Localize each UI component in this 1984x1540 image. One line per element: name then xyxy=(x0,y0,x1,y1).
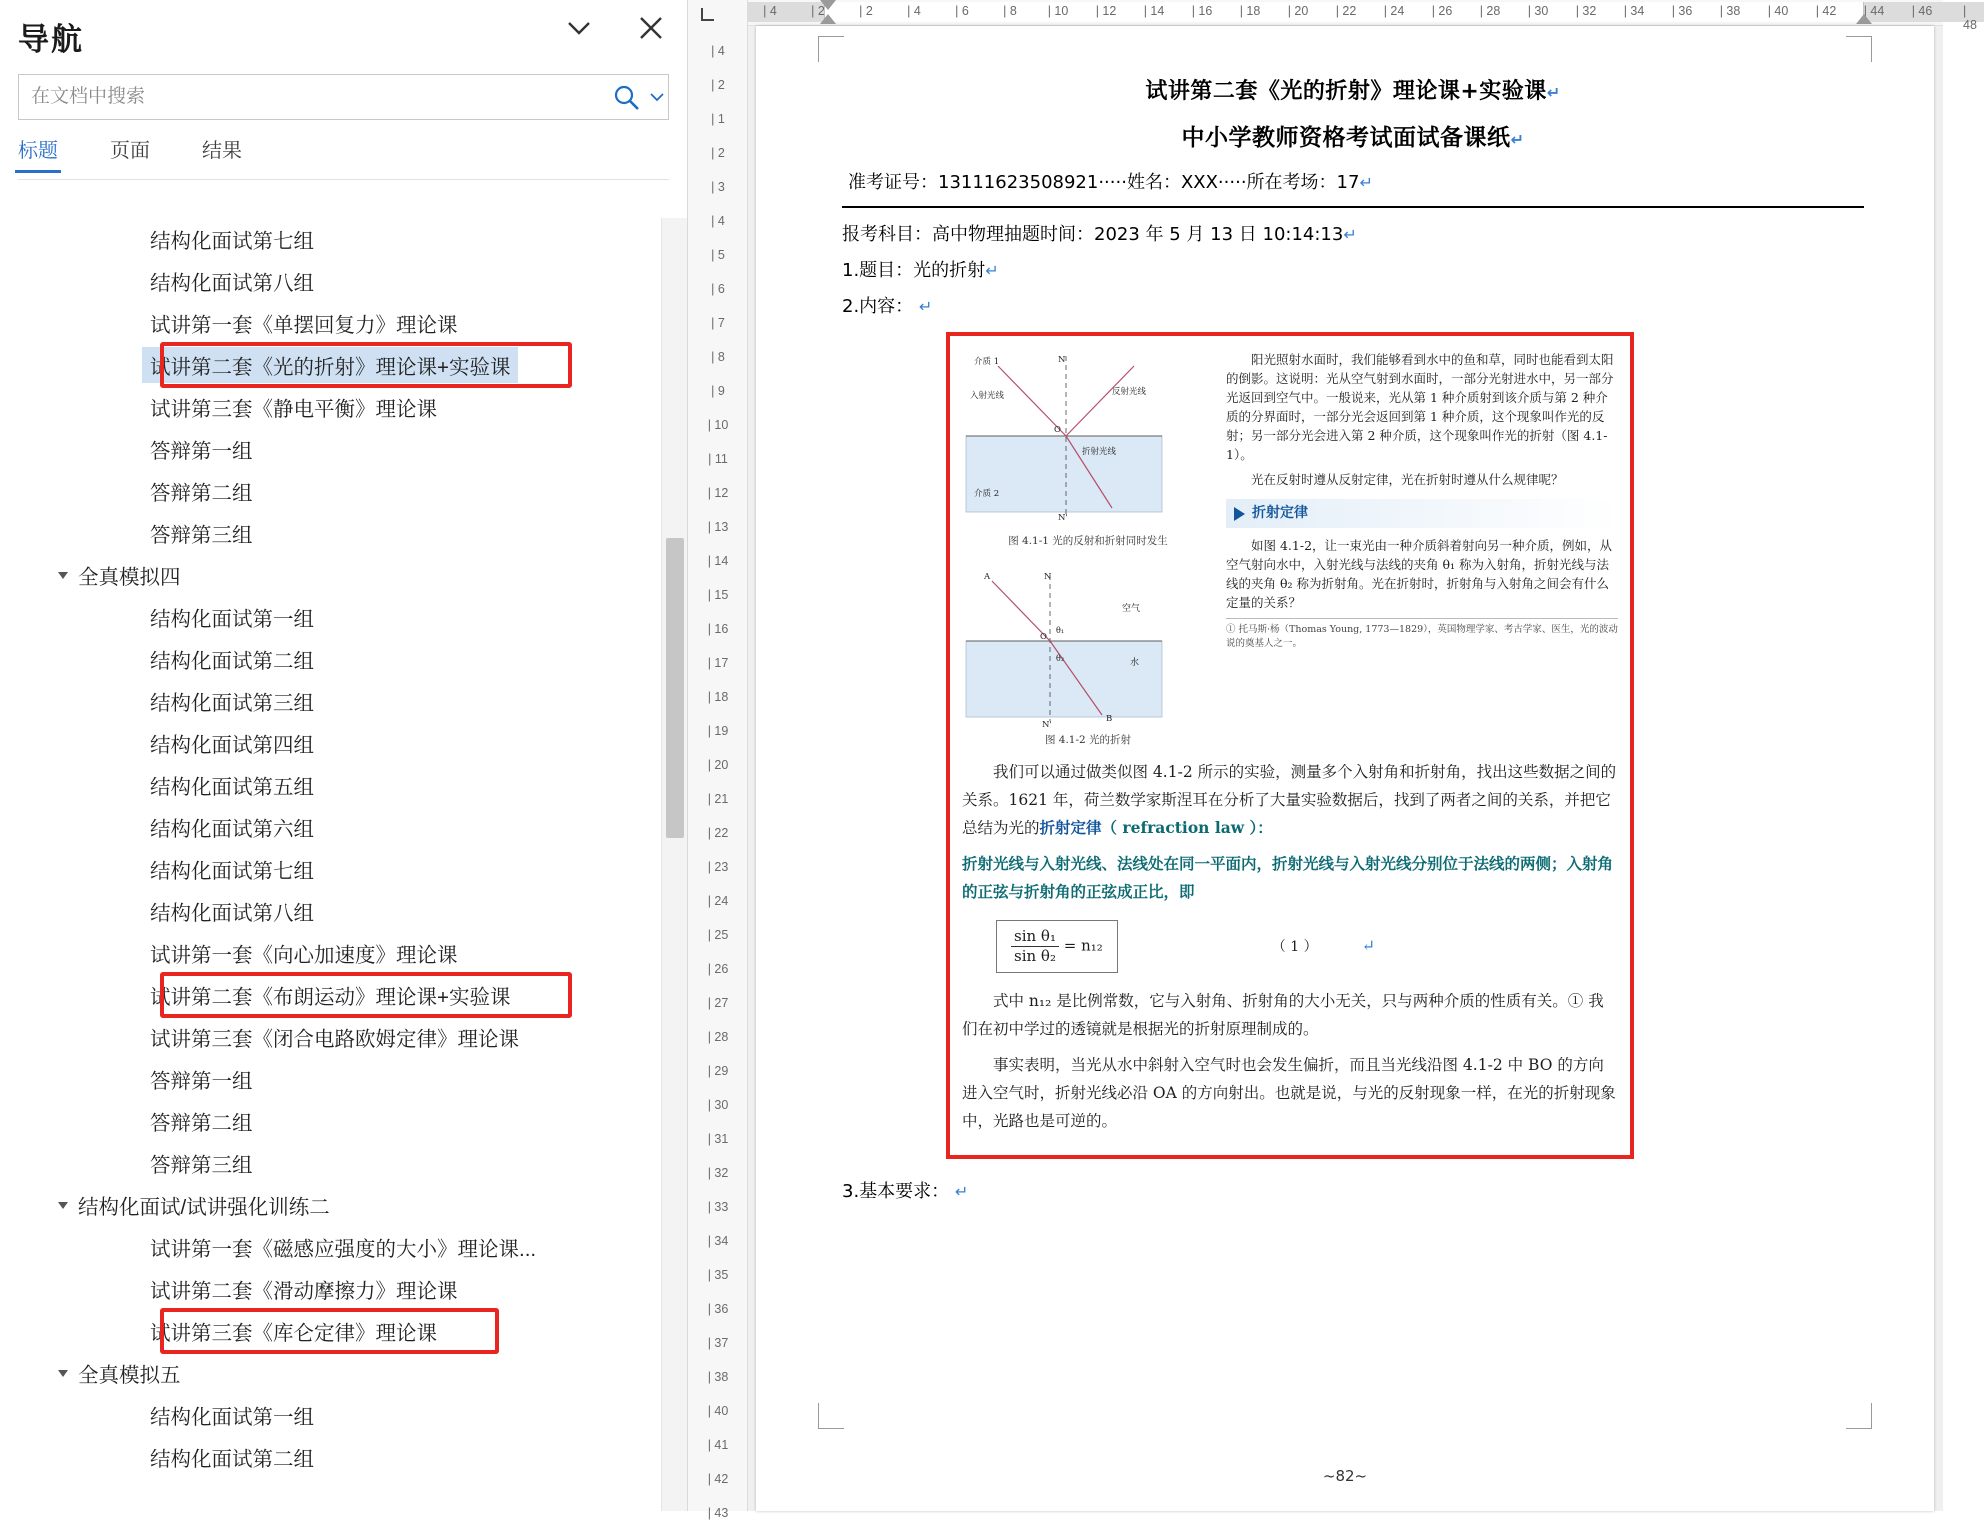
nav-item[interactable] xyxy=(0,1142,688,1184)
nav-item[interactable] xyxy=(0,1226,688,1268)
nav-item-label: 结构化面试第八组 xyxy=(150,902,314,925)
svg-text:入射光线: 入射光线 xyxy=(970,391,1005,401)
nav-item[interactable] xyxy=(0,1100,688,1142)
vertical-ruler-tick: | 4 xyxy=(711,44,725,58)
tab-stop-marker-icon[interactable] xyxy=(698,4,720,30)
horizontal-ruler-tick: | 2 xyxy=(811,4,825,18)
vertical-ruler-tick: | 9 xyxy=(711,384,725,398)
svg-text:θ₂: θ₂ xyxy=(1056,654,1065,663)
vertical-ruler-tick: | 17 xyxy=(707,656,729,670)
close-icon[interactable] xyxy=(629,6,673,50)
textbook-paragraph-3: 如图 4.1-2，让一束光由一种介质斜着射向另一种介质，例如，从空气射向水中，入射光线与法线的夹角 θ₁ 称为入射角，折射光线与法线的夹角 θ₂ 称为折射角。光在折射时，折射角与入射角之间会有什么定量的关系？ xyxy=(1226,538,1613,610)
horizontal-ruler-tick: | 4 xyxy=(907,4,921,18)
nav-item-label: 结构化面试/试讲强化训练二 xyxy=(78,1196,330,1219)
horizontal-ruler-tick: | 46 xyxy=(1911,4,1933,18)
nav-item[interactable] xyxy=(0,218,688,260)
nav-item[interactable] xyxy=(0,302,688,344)
navigation-pane xyxy=(0,0,688,1511)
nav-item-label: 答辩第三组 xyxy=(150,1154,253,1177)
navigation-header xyxy=(0,0,687,62)
pilcrow-icon: ↵ xyxy=(1359,173,1373,192)
textbook-section-heading xyxy=(1226,499,1618,528)
document-heading-1-text: 试讲第二套《光的折射》理论课+实验课 xyxy=(1145,79,1547,104)
horizontal-ruler-tick: | 36 xyxy=(1671,4,1693,18)
pilcrow-icon: ↵ xyxy=(954,1182,969,1201)
nav-item-label: 试讲第一套《磁感应强度的大小》理论课... xyxy=(150,1238,537,1261)
exam-number-line xyxy=(842,166,1864,200)
vertical-ruler-tick: | 40 xyxy=(707,1404,729,1418)
nav-item-label: 试讲第三套《静电平衡》理论课 xyxy=(150,398,437,421)
document-heading-2 xyxy=(842,119,1864,152)
document-body[interactable] xyxy=(842,66,1864,1211)
nav-item[interactable] xyxy=(0,1268,688,1310)
formula-fraction xyxy=(1011,927,1059,966)
pilcrow-icon: ↵ xyxy=(1546,83,1561,102)
vertical-ruler-tick: | 41 xyxy=(707,1438,729,1452)
formula-row xyxy=(962,914,1618,979)
horizontal-ruler-tick: | 28 xyxy=(1479,4,1501,18)
nav-item[interactable] xyxy=(0,512,688,554)
nav-item[interactable] xyxy=(0,1016,688,1058)
pilcrow-icon: ↵ xyxy=(1510,130,1525,149)
navigation-header-buttons xyxy=(557,6,673,50)
nav-item[interactable] xyxy=(0,764,688,806)
textbook-paragraph-2: 光在反射时遵从反射定律，光在折射时遵从什么规律呢？ xyxy=(1251,472,1564,487)
formula-right-hand-side: = n₁₂ xyxy=(1063,936,1103,955)
svg-text:N': N' xyxy=(1042,720,1052,730)
nav-item[interactable] xyxy=(0,260,688,302)
nav-item[interactable] xyxy=(0,344,688,386)
pilcrow-icon: ↵ xyxy=(1343,225,1357,244)
nav-item-label: 结构化面试第一组 xyxy=(150,608,314,631)
pilcrow-icon: ↵ xyxy=(918,297,933,316)
textbook-paragraph-4 xyxy=(962,758,1618,842)
horizontal-ruler-tick: | 2 xyxy=(859,4,873,18)
svg-text:θ₁: θ₁ xyxy=(1056,626,1065,635)
nav-item-label: 结构化面试第一组 xyxy=(150,1406,314,1429)
nav-item-label: 结构化面试第二组 xyxy=(150,1448,314,1471)
textbook-footnote: ① 托马斯·杨（Thomas Young, 1773—1829），英国物理学家、考古学家、医生，光的波动说的奠基人之一。 xyxy=(1226,618,1618,651)
vertical-ruler-tick: | 30 xyxy=(707,1098,729,1112)
horizontal-ruler-tick: | 34 xyxy=(1623,4,1645,18)
horizontal-ruler-tick: | 48 xyxy=(1963,4,1977,32)
vertical-ruler-tick: | 6 xyxy=(711,282,725,296)
exam-number-text: 准考证号：13111623508921·····姓名：XXX·····所在考场：17 xyxy=(848,172,1360,193)
chevron-down-icon[interactable] xyxy=(557,6,601,50)
basic-requirements-line xyxy=(842,1175,1864,1209)
nav-item[interactable] xyxy=(0,1436,688,1478)
vertical-ruler-tick: | 25 xyxy=(707,928,729,942)
nav-item-label: 试讲第一套《单摆回复力》理论课 xyxy=(150,314,458,337)
horizontal-rule xyxy=(842,206,1864,208)
margin-corner-bottom-right xyxy=(1846,1403,1872,1429)
vertical-ruler-tick: | 14 xyxy=(707,554,729,568)
textbook-scan-image xyxy=(962,350,1618,1135)
textbook-paragraph-4d: 折射光线与入射光线、法线处在同一平面内，折射光线与入射光线分别位于法线的两侧；入射角的正弦与折射角的正弦成正比，即 xyxy=(962,854,1614,901)
svg-text:空气: 空气 xyxy=(1122,604,1141,614)
vertical-ruler-tick: | 22 xyxy=(707,826,729,840)
figure-4-1-1-caption: 图 4.1-1 光的反射和折射同时发生 xyxy=(1008,535,1168,547)
nav-item-label: 试讲第二套《布朗运动》理论课+实验课 xyxy=(150,986,511,1009)
hanging-indent-marker-icon[interactable] xyxy=(820,14,836,24)
search-box[interactable] xyxy=(18,74,669,120)
subject-line xyxy=(842,218,1864,252)
horizontal-ruler[interactable] xyxy=(748,0,1977,32)
topic-line xyxy=(842,254,1864,288)
horizontal-ruler-tick: | 10 xyxy=(1047,4,1069,18)
navigation-tabs xyxy=(18,134,669,180)
horizontal-ruler-tick: | 24 xyxy=(1383,4,1405,18)
nav-item-label: 试讲第一套《向心加速度》理论课 xyxy=(150,944,458,967)
vertical-ruler-tick: | 7 xyxy=(711,316,725,330)
triangle-right-icon xyxy=(1234,507,1245,521)
vertical-ruler-tick: | 10 xyxy=(707,418,729,432)
vertical-ruler-tick: | 8 xyxy=(711,350,725,364)
nav-item-label: 答辩第一组 xyxy=(150,440,253,463)
vertical-ruler-tick: | 2 xyxy=(711,78,725,92)
navigation-scrollbar-thumb[interactable] xyxy=(666,538,684,838)
textbook-section-heading-text: 折射定律 xyxy=(1252,505,1308,521)
search-dropdown-chevron-down-icon[interactable] xyxy=(652,75,668,119)
vertical-ruler-tick: | 19 xyxy=(707,724,729,738)
vertical-ruler-tick: | 23 xyxy=(707,860,729,874)
svg-text:B: B xyxy=(1106,714,1113,724)
nav-item-label: 结构化面试第二组 xyxy=(150,650,314,673)
nav-item[interactable] xyxy=(0,722,688,764)
vertical-ruler-tick: | 24 xyxy=(707,894,729,908)
nav-item[interactable] xyxy=(0,848,688,890)
vertical-ruler-tick: | 38 xyxy=(707,1370,729,1384)
figure-4-1-1 xyxy=(962,350,1208,528)
pilcrow-icon: ↵ xyxy=(985,261,999,280)
horizontal-ruler-tick: | 12 xyxy=(1095,4,1117,18)
refraction-formula xyxy=(996,920,1118,973)
search-icon[interactable] xyxy=(600,75,652,119)
vertical-ruler-tick: | 35 xyxy=(707,1268,729,1282)
nav-item-label: 答辩第三组 xyxy=(150,524,253,547)
textbook-paragraph-1: 阳光照射水面时，我们能够看到水中的鱼和草，同时也能看到太阳的倒影。这说明：光从空气射到水面时，一部分光射进水中，另一部分光返回到空气中。一般说来，光从第 1 种介质射到该介质与第 2 种介质的分界面时，一部分光会返回到第 1 种介质，这个现象叫作光的反射；另一部分光会进入第 2 种介质，这个现象叫作光的折射（图 4.1-1）。 xyxy=(1226,352,1614,462)
nav-item[interactable] xyxy=(0,554,688,596)
nav-item[interactable] xyxy=(0,1184,688,1226)
page-number-footer: ~82~ xyxy=(1322,1467,1368,1485)
content-label-line xyxy=(842,290,1864,324)
nav-item-label: 试讲第三套《闭合电路欧姆定律》理论课 xyxy=(150,1028,519,1051)
vertical-ruler-tick: | 21 xyxy=(707,792,729,806)
search-input[interactable] xyxy=(19,75,600,119)
equation-number: （ 1 ） xyxy=(1271,938,1318,955)
nav-item-label: 结构化面试第三组 xyxy=(150,692,314,715)
nav-item-label: 全真模拟四 xyxy=(78,566,181,589)
textbook-term-refraction-law: 折射定律 xyxy=(1039,818,1102,837)
horizontal-ruler-tick: | 32 xyxy=(1575,4,1597,18)
horizontal-ruler-tick: | 20 xyxy=(1287,4,1309,18)
vertical-ruler-tick: | 11 xyxy=(708,452,728,466)
horizontal-ruler-tick: | 14 xyxy=(1143,4,1165,18)
svg-text:折射光线: 折射光线 xyxy=(1082,447,1117,457)
nav-item-label: 试讲第三套《库仑定律》理论课 xyxy=(150,1322,437,1345)
vertical-ruler-tick: | 5 xyxy=(711,248,725,262)
nav-item[interactable] xyxy=(0,1058,688,1100)
svg-text:介质 1: 介质 1 xyxy=(974,357,1000,367)
vertical-ruler-tick: | 4 xyxy=(711,214,725,228)
vertical-ruler[interactable] xyxy=(688,0,748,1520)
nav-item-label: 结构化面试第八组 xyxy=(150,272,314,295)
first-line-indent-marker-icon[interactable] xyxy=(820,0,836,10)
document-heading-2-text: 中小学教师资格考试面试备课纸 xyxy=(1181,125,1511,151)
nav-item[interactable] xyxy=(0,932,688,974)
horizontal-ruler-tick: | 44 xyxy=(1863,4,1885,18)
nav-item-label: 答辩第一组 xyxy=(150,1070,253,1093)
nav-item-label: 结构化面试第七组 xyxy=(150,860,314,883)
vertical-ruler-tick: | 31 xyxy=(707,1132,729,1146)
navigation-scrollbar[interactable] xyxy=(661,218,687,1511)
horizontal-ruler-tick: | 18 xyxy=(1239,4,1261,18)
nav-item[interactable] xyxy=(0,596,688,638)
red-annotation-box-image xyxy=(946,332,1634,1159)
nav-item[interactable] xyxy=(0,386,688,428)
vertical-ruler-tick: | 33 xyxy=(707,1200,729,1214)
tab-headings[interactable]: 标题 xyxy=(18,134,58,173)
vertical-ruler-tick: | 15 xyxy=(707,588,729,602)
textbook-paragraph-6: 事实表明，当光从水中斜射入空气时也会发生偏折，而且当光线沿图 4.1-2 中 BO 的方向进入空气时，折射光线必沿 OA 的方向射出。也就是说，与光的反射现象一样，在光的折射现象中，光路也是可逆的。 xyxy=(962,1056,1616,1130)
formula-denominator: sin θ₂ xyxy=(1014,947,1056,965)
vertical-ruler-tick: | 29 xyxy=(707,1064,729,1078)
margin-corner-top-right xyxy=(1846,36,1872,62)
nav-item-label: 结构化面试第七组 xyxy=(150,230,314,253)
vertical-ruler-tick: | 34 xyxy=(707,1234,729,1248)
pilcrow-icon: ↵ xyxy=(1361,935,1375,955)
textbook-text-column xyxy=(1226,350,1618,750)
document-page[interactable] xyxy=(756,26,1934,1511)
vertical-ruler-tick: | 28 xyxy=(707,1030,729,1044)
nav-item-label: 结构化面试第五组 xyxy=(150,776,314,799)
svg-text:反射光线: 反射光线 xyxy=(1112,387,1147,397)
nav-item[interactable] xyxy=(0,974,688,1016)
vertical-ruler-tick: | 42 xyxy=(707,1472,729,1486)
svg-text:O: O xyxy=(1054,425,1061,435)
nav-item-label: 全真模拟五 xyxy=(78,1364,181,1387)
nav-item[interactable] xyxy=(0,1310,688,1352)
tab-results[interactable]: 结果 xyxy=(202,140,242,162)
figure-4-1-2 xyxy=(962,569,1208,729)
content-label-text: 2.内容： xyxy=(842,296,914,317)
nav-item-label: 结构化面试第六组 xyxy=(150,818,314,841)
horizontal-ruler-tick: | 38 xyxy=(1719,4,1741,18)
nav-item-label: 试讲第二套《光的折射》理论课+实验课 xyxy=(142,347,518,383)
nav-item[interactable] xyxy=(0,890,688,932)
vertical-ruler-tick: | 36 xyxy=(707,1302,729,1316)
nav-item-label: 结构化面试第四组 xyxy=(150,734,314,757)
vertical-ruler-tick: | 27 xyxy=(707,996,729,1010)
vertical-ruler-tick: | 12 xyxy=(707,486,729,500)
margin-corner-bottom-left xyxy=(818,1403,844,1429)
tab-pages[interactable]: 页面 xyxy=(110,140,150,162)
document-heading-1 xyxy=(842,74,1864,105)
vertical-ruler-tick: | 26 xyxy=(707,962,729,976)
vertical-ruler-tick: | 2 xyxy=(711,146,725,160)
horizontal-ruler-tick: | 8 xyxy=(1003,4,1017,18)
horizontal-ruler-tick: | 26 xyxy=(1431,4,1453,18)
vertical-ruler-tick: | 16 xyxy=(707,622,729,636)
navigation-heading-list[interactable] xyxy=(0,218,688,1508)
horizontal-ruler-tick: | 16 xyxy=(1191,4,1213,18)
figure-4-1-2-caption: 图 4.1-2 光的折射 xyxy=(1044,734,1132,746)
vertical-ruler-tick: | 20 xyxy=(707,758,729,772)
vertical-ruler-tick: | 18 xyxy=(707,690,729,704)
nav-item[interactable] xyxy=(0,638,688,680)
svg-text:A: A xyxy=(984,572,991,582)
nav-item[interactable] xyxy=(0,680,688,722)
vertical-ruler-tick: | 37 xyxy=(707,1336,729,1350)
subject-text: 报考科目：高中物理抽题时间：2023 年 5 月 13 日 10:14:13 xyxy=(842,224,1344,245)
svg-text:介质 2: 介质 2 xyxy=(974,489,1000,499)
inserted-image-wrapper[interactable] xyxy=(946,332,1634,1159)
vertical-ruler-tick: | 43 xyxy=(707,1506,729,1520)
nav-item-label: 答辩第二组 xyxy=(150,482,253,505)
nav-item[interactable] xyxy=(0,1352,688,1394)
horizontal-ruler-tick: | 40 xyxy=(1767,4,1789,18)
basic-requirements-text: 3.基本要求： xyxy=(842,1181,950,1202)
vertical-ruler-tick: | 3 xyxy=(711,180,725,194)
document-area[interactable] xyxy=(748,0,1977,1511)
svg-text:O: O xyxy=(1040,632,1047,642)
nav-item[interactable] xyxy=(0,470,688,512)
nav-item-label: 答辩第二组 xyxy=(150,1112,253,1135)
page-title: 导航 xyxy=(18,21,84,57)
topic-text: 1.题目：光的折射 xyxy=(842,260,986,281)
textbook-paragraph-5: 式中 n₁₂ 是比例常数，它与入射角、折射角的大小无关，只与两种介质的性质有关。① 我们在初中学过的透镜就是根据光的折射原理制成的。 xyxy=(962,992,1604,1038)
svg-text:N: N xyxy=(1044,572,1052,582)
right-indent-marker-icon[interactable] xyxy=(1856,14,1872,24)
formula-numerator: sin θ₁ xyxy=(1011,927,1059,947)
textbook-paragraph-4a: 我们可以通过做类似图 4.1-2 所示的实验，测量多个入射角和折射角，找出这些数据之间的关系。1621 年，荷兰数学家斯涅耳在分析了大量实验数据后，找到了两者之间的关系，并把它总结为光的 xyxy=(962,763,1617,837)
horizontal-ruler-tick: | 22 xyxy=(1335,4,1357,18)
vertical-ruler-tick: | 32 xyxy=(707,1166,729,1180)
svg-text:N: N xyxy=(1058,355,1066,365)
nav-item[interactable] xyxy=(0,1394,688,1436)
vertical-ruler-tick: | 13 xyxy=(707,520,729,534)
horizontal-ruler-tick: | 6 xyxy=(955,4,969,18)
svg-text:水: 水 xyxy=(1130,658,1140,668)
horizontal-ruler-tick: | 42 xyxy=(1815,4,1837,18)
nav-item-label: 试讲第二套《滑动摩擦力》理论课 xyxy=(150,1280,458,1303)
vertical-ruler-tick: | 1 xyxy=(711,112,725,126)
textbook-term-refraction-law-en: （ refraction law ）： xyxy=(1101,818,1273,837)
nav-item[interactable] xyxy=(0,806,688,848)
figure-column xyxy=(962,350,1214,750)
nav-item[interactable] xyxy=(0,428,688,470)
margin-corner-top-left xyxy=(818,36,844,62)
horizontal-ruler-tick: | 4 xyxy=(763,4,777,18)
horizontal-ruler-tick: | 30 xyxy=(1527,4,1549,18)
svg-text:N': N' xyxy=(1058,513,1068,523)
